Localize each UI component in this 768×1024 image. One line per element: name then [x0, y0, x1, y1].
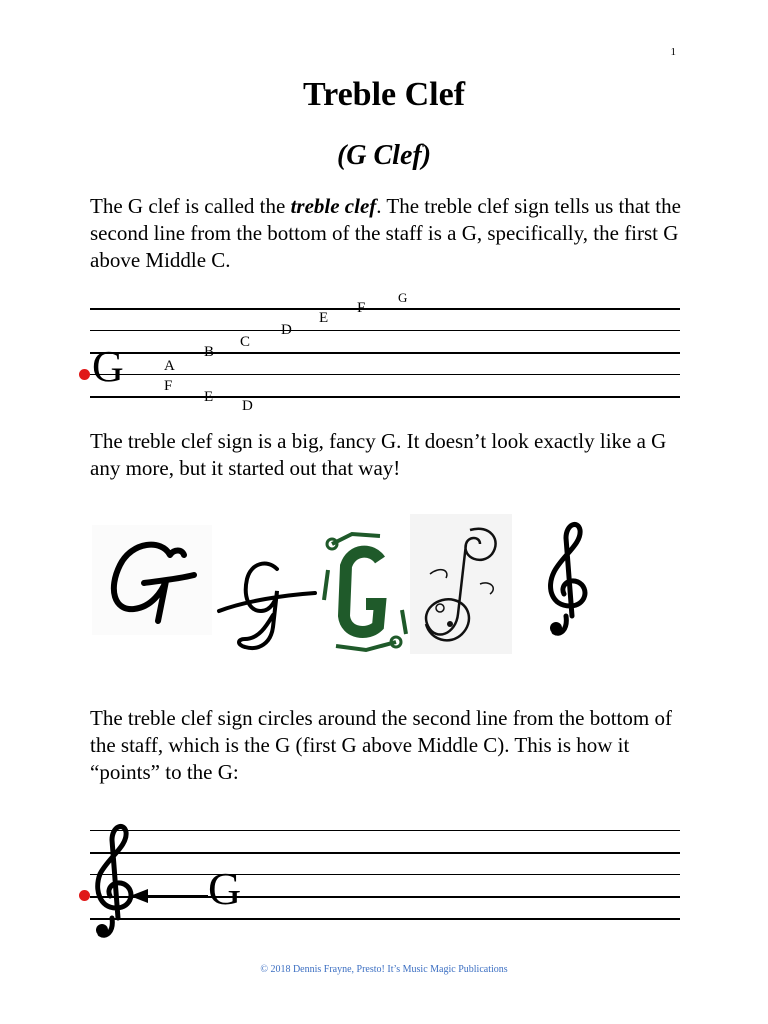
note-label: A — [164, 358, 175, 374]
points-to-g-paragraph: The treble clef sign circles around the second line from the bottom of the staff, which is the G (first G above Middle C). This is how it “points” to the G: — [90, 706, 672, 784]
note-label: B — [204, 344, 215, 360]
g-line-marker — [79, 369, 90, 380]
fancy-g-paragraph: The treble clef sign is a big, fancy G. It doesn’t look exactly like a G any more, but it started out that way! — [90, 429, 667, 480]
cursive-g-image — [215, 555, 320, 655]
page-subtitle: (G Clef) — [336, 140, 432, 171]
staff-line — [90, 374, 680, 375]
page-title: Treble Clef — [302, 76, 466, 113]
intro-paragraph — [90, 193, 690, 274]
staff-line — [90, 874, 680, 875]
intro-text-start: The G clef is called the — [90, 194, 291, 218]
treble-clef-image — [540, 516, 600, 642]
note-label: F — [164, 378, 173, 394]
arrow-left-icon — [128, 887, 210, 905]
staff-line — [90, 330, 680, 331]
staff-line — [90, 308, 680, 310]
ornamental-green-g-image — [322, 530, 408, 654]
g-line-marker — [79, 890, 90, 901]
note-label: C — [240, 334, 251, 350]
staff-line — [90, 830, 680, 831]
intro-text-end: . The treble clef sign tells us that the second line from the bottom of the staff is a G, specifically, the first G above Middle C. — [90, 194, 681, 272]
staff-line — [90, 852, 680, 854]
note-label: F — [357, 300, 366, 316]
note-label: G — [398, 290, 408, 305]
staff-line — [90, 918, 680, 920]
note-label: D — [281, 322, 292, 338]
note-label: D — [242, 398, 253, 414]
g-clef-letter: G — [92, 342, 124, 391]
note-label: E — [319, 310, 329, 326]
script-g-image — [92, 525, 212, 635]
treble-clef-emphasis: treble clef — [290, 194, 377, 218]
decorative-swirl-g-image — [410, 514, 512, 654]
staff-line — [90, 396, 680, 398]
page-number: 1 — [670, 46, 676, 58]
staff-line — [90, 352, 680, 354]
note-label: E — [204, 389, 214, 405]
treble-clef-icon — [92, 818, 140, 942]
g-note-letter: G — [208, 863, 242, 914]
footer-copyright: © 2018 Dennis Frayne, Presto! It’s Music Magic Publications — [260, 964, 508, 975]
